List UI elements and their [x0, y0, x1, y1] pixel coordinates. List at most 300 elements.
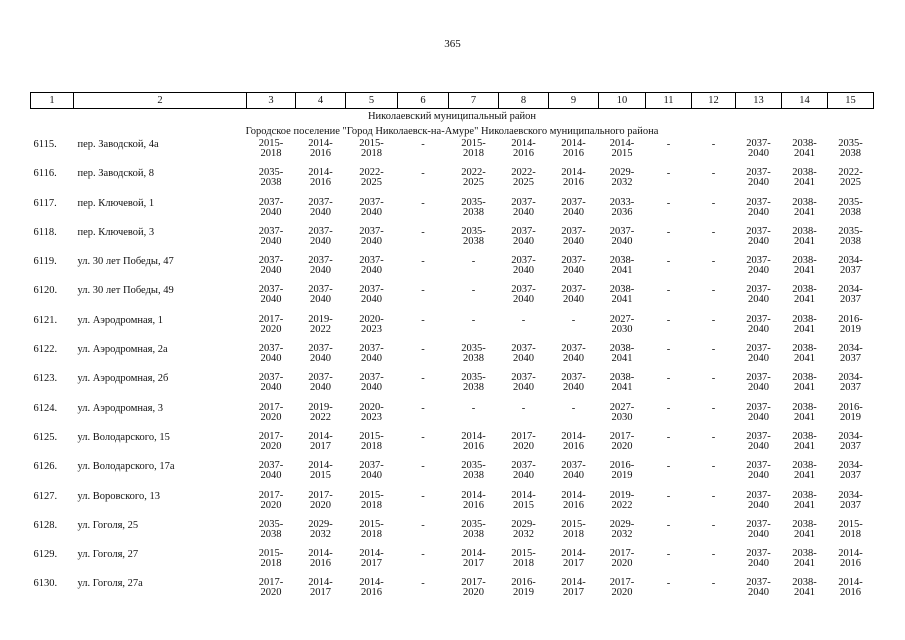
cell-value: 2038-2041 [792, 518, 817, 540]
cell-value: - [421, 256, 425, 268]
table-row [31, 520, 874, 549]
row-number: 6128. [33, 519, 58, 531]
cell-value: - [471, 314, 476, 326]
column-header: 9 [549, 93, 599, 109]
cell-value: 2038-2041 [792, 167, 817, 189]
row-address: ул. Гоголя, 25 [77, 519, 139, 531]
table-cell [247, 461, 296, 490]
table-cell [247, 198, 296, 227]
table-cell [296, 315, 346, 344]
table-cell [828, 227, 874, 256]
table-cell [346, 403, 398, 432]
cell-value: 2014-2016 [561, 167, 586, 189]
table-cell [398, 227, 449, 256]
row-number: 6126. [33, 461, 58, 473]
table-cell [346, 344, 398, 373]
cell-value: 2037-2040 [359, 460, 384, 482]
cell-value: 2027-2030 [609, 401, 635, 423]
cell-value: 2038-2041 [609, 255, 635, 277]
cell-value: - [711, 139, 716, 150]
cell-value: - [711, 285, 716, 297]
cell-value: 2037-2040 [561, 196, 586, 218]
table-cell [646, 344, 692, 373]
table-cell [736, 315, 782, 344]
column-header: 1 [31, 93, 74, 109]
table-cell [449, 315, 499, 344]
table-cell [599, 549, 646, 578]
table-cell [828, 520, 874, 549]
table-row [31, 344, 874, 373]
table-cell [828, 198, 874, 227]
row-address: ул. 30 лет Победы, 47 [77, 256, 174, 268]
table-cell [449, 403, 499, 432]
table-cell [549, 139, 599, 168]
cell-value: 2035-2038 [838, 138, 863, 159]
cell-value: 2037-2040 [359, 284, 384, 306]
table-row [31, 491, 874, 520]
table-cell [398, 578, 449, 607]
table-cell [398, 520, 449, 549]
table-cell [599, 198, 646, 227]
cell-value: 2014-2017 [461, 548, 486, 570]
table-cell [296, 139, 346, 168]
cell-value: 2016-2019 [511, 577, 536, 599]
table-cell [346, 491, 398, 520]
table-cell [549, 403, 599, 432]
cell-value: 2037-2040 [359, 255, 384, 277]
row-number: 6119. [33, 256, 57, 268]
cell-value: 2037-2040 [308, 343, 333, 365]
table-cell [646, 403, 692, 432]
cell-value: 2019-2022 [308, 313, 333, 335]
cell-value: - [666, 519, 671, 531]
column-header: 8 [499, 93, 549, 109]
table-cell [398, 139, 449, 168]
column-header: 5 [346, 93, 398, 109]
table-cell [398, 403, 449, 432]
table-cell [599, 432, 646, 461]
cell-value: 2022-2025 [461, 167, 486, 189]
cell-value: 2037-2040 [746, 138, 771, 159]
cell-value: 2034-2037 [838, 284, 863, 306]
row-address: пер. Заводской, 8 [77, 168, 154, 180]
cell-value: 2038-2041 [792, 196, 817, 218]
cell-value: - [711, 549, 716, 561]
cell-value: 2038-2041 [792, 343, 817, 365]
table-cell [646, 461, 692, 490]
cell-value: - [711, 373, 716, 385]
table-cell [782, 227, 828, 256]
cell-value: 2029-2032 [511, 518, 536, 540]
table-row [31, 315, 874, 344]
table-cell [736, 578, 782, 607]
cell-value: 2017-2020 [258, 489, 284, 511]
table-cell [646, 198, 692, 227]
table-cell [549, 432, 599, 461]
table-cell [346, 373, 398, 402]
table-cell [782, 168, 828, 197]
table-cell [346, 520, 398, 549]
cell-value: 2014-2016 [561, 489, 586, 511]
cell-value: 2014-2016 [308, 548, 333, 570]
table-cell [398, 491, 449, 520]
column-header: 3 [247, 93, 296, 109]
table-row [31, 285, 874, 314]
table-cell [296, 285, 346, 314]
cell-value: - [571, 402, 576, 414]
table-row [31, 578, 874, 607]
table-cell [296, 168, 346, 197]
cell-value: 2037-2040 [561, 255, 586, 277]
cell-value: 2027-2030 [609, 313, 635, 335]
table-cell [782, 549, 828, 578]
table-cell [828, 256, 874, 285]
cell-value: 2014-2016 [511, 138, 536, 159]
cell-value: 2038-2041 [609, 372, 635, 394]
table-cell [346, 285, 398, 314]
table-cell [646, 256, 692, 285]
table-cell [692, 432, 736, 461]
cell-value: 2015-2018 [258, 138, 284, 159]
cell-value: 2014-2016 [838, 548, 863, 570]
row-number: 6130. [33, 578, 58, 590]
cell-value: 2037-2040 [746, 548, 771, 570]
cell-value: 2037-2040 [561, 225, 586, 247]
cell-value: - [666, 402, 671, 414]
table-row [31, 549, 874, 578]
cell-value: - [421, 490, 425, 502]
cell-value: 2015-2018 [838, 518, 863, 540]
table-cell [499, 403, 549, 432]
cell-value: - [666, 578, 671, 590]
cell-value: 2037-2040 [308, 255, 333, 277]
cell-value: - [421, 226, 425, 238]
table-cell [247, 373, 296, 402]
cell-value: 2037-2040 [511, 255, 536, 277]
table-cell [828, 549, 874, 578]
table-cell [296, 549, 346, 578]
table-cell [599, 139, 646, 168]
table-cell [646, 549, 692, 578]
cell-value: 2037-2040 [561, 372, 586, 394]
table-cell [247, 520, 296, 549]
cell-value: - [471, 256, 476, 268]
cell-value: 2037-2040 [308, 225, 333, 247]
table-cell [247, 578, 296, 607]
row-address: ул. Аэродромная, 1 [77, 314, 163, 326]
table-cell [646, 227, 692, 256]
cell-value: 2029-2032 [609, 167, 635, 189]
cell-value: 2014-2017 [308, 430, 333, 452]
table-cell [449, 578, 499, 607]
cell-value: - [421, 461, 425, 473]
cell-value: - [471, 285, 476, 297]
cell-value: 2014-2016 [308, 138, 333, 159]
row-number: 6124. [33, 402, 58, 414]
table-cell [398, 344, 449, 373]
cell-value: 2014-2016 [561, 430, 586, 452]
cell-value: - [666, 344, 671, 356]
row-number: 6117. [33, 197, 57, 209]
column-header: 10 [599, 93, 646, 109]
region-title: Николаевский муниципальный район [367, 111, 537, 122]
cell-value: 2037-2040 [511, 460, 536, 482]
table-cell [646, 373, 692, 402]
cell-value: 2014-2017 [561, 577, 586, 599]
table-cell [736, 373, 782, 402]
table-cell [646, 578, 692, 607]
table-cell [828, 168, 874, 197]
table-cell [599, 520, 646, 549]
row-number: 6120. [33, 285, 58, 297]
table-cell [646, 520, 692, 549]
table-cell [247, 549, 296, 578]
table-cell [296, 491, 346, 520]
table-cell [346, 432, 398, 461]
table-cell [828, 315, 874, 344]
cell-value: 2037-2040 [511, 225, 536, 247]
cell-value: 2034-2037 [838, 489, 863, 511]
table-cell [599, 256, 646, 285]
cell-value: 2035-2038 [461, 196, 486, 218]
table-cell [247, 168, 296, 197]
table-cell [736, 168, 782, 197]
column-header: 4 [296, 93, 346, 109]
cell-value: 2038-2041 [792, 489, 817, 511]
cell-value: 2014-2015 [511, 489, 536, 511]
cell-value: - [421, 373, 425, 385]
table-cell [692, 549, 736, 578]
cell-value: - [421, 344, 425, 356]
table-cell [828, 461, 874, 490]
table-cell [782, 403, 828, 432]
table-cell [549, 520, 599, 549]
table-cell [247, 403, 296, 432]
table-cell [247, 432, 296, 461]
table-cell [499, 461, 549, 490]
table-cell [499, 198, 549, 227]
table-row [31, 139, 874, 168]
cell-value: 2017-2020 [258, 401, 284, 423]
table-cell [736, 139, 782, 168]
row-number: 6123. [33, 373, 58, 385]
cell-value: - [711, 519, 716, 531]
table-cell [346, 139, 398, 168]
cell-value: 2037-2040 [746, 284, 771, 306]
table-cell [782, 285, 828, 314]
column-header: 11 [646, 93, 692, 109]
table-cell [736, 491, 782, 520]
cell-value: 2037-2040 [746, 225, 771, 247]
cell-value: - [571, 314, 576, 326]
table-cell [692, 344, 736, 373]
table-cell [599, 168, 646, 197]
cell-value: 2035-2038 [461, 343, 486, 365]
cell-value: 2037-2040 [511, 284, 536, 306]
cell-value: 2034-2037 [838, 430, 863, 452]
table-cell [646, 285, 692, 314]
cell-value: - [666, 168, 671, 180]
table-cell [692, 227, 736, 256]
column-header: 15 [828, 93, 874, 109]
cell-value: 2038-2041 [792, 313, 817, 335]
schedule-table [30, 92, 874, 608]
cell-value: - [421, 139, 425, 150]
cell-value: 2017-2020 [461, 577, 486, 599]
row-number: 6121. [33, 314, 58, 326]
cell-value: - [711, 314, 716, 326]
settlement-title: Городское поселение "Город Николаевск-на-Амуре" Николаевского муниципального района [245, 126, 659, 137]
table-cell [782, 373, 828, 402]
table-cell [782, 139, 828, 168]
table-cell [599, 403, 646, 432]
cell-value: - [666, 226, 671, 238]
table-cell [296, 256, 346, 285]
row-number: 6129. [33, 549, 58, 561]
table-cell [599, 373, 646, 402]
cell-value: 2017-2020 [258, 313, 284, 335]
cell-value: 2017-2020 [609, 548, 635, 570]
cell-value: 2037-2040 [258, 460, 284, 482]
table-cell [398, 198, 449, 227]
cell-value: 2038-2041 [792, 138, 817, 159]
table-cell [549, 491, 599, 520]
table-cell [296, 227, 346, 256]
cell-value: - [421, 431, 425, 443]
cell-value: 2037-2040 [746, 372, 771, 394]
table-cell [398, 461, 449, 490]
table-cell [247, 344, 296, 373]
cell-value: 2037-2040 [359, 196, 384, 218]
cell-value: - [666, 461, 671, 473]
table-row [31, 403, 874, 432]
table-cell [247, 256, 296, 285]
region-title-row [31, 109, 874, 125]
row-address: ул. 30 лет Победы, 49 [77, 285, 174, 297]
cell-value: 2034-2037 [838, 460, 863, 482]
cell-value: 2014-2017 [359, 548, 384, 570]
cell-value: 2037-2040 [359, 225, 384, 247]
cell-value: 2038-2041 [792, 577, 817, 599]
table-cell [296, 432, 346, 461]
table-cell [449, 344, 499, 373]
cell-value: 2017-2020 [258, 430, 284, 452]
table-cell [449, 256, 499, 285]
cell-value: 2015-2018 [511, 548, 536, 570]
cell-value: - [711, 431, 716, 443]
table-cell [346, 227, 398, 256]
cell-value: 2037-2040 [258, 225, 284, 247]
table-cell [646, 432, 692, 461]
cell-value: 2017-2020 [258, 577, 284, 599]
table-cell [692, 403, 736, 432]
cell-value: - [666, 490, 671, 502]
table-cell [549, 344, 599, 373]
settlement-title-row [31, 124, 874, 139]
row-address: пер. Заводской, 4а [77, 139, 159, 150]
table-cell [346, 198, 398, 227]
table-cell [599, 491, 646, 520]
cell-value: 2038-2041 [792, 460, 817, 482]
cell-value: - [421, 314, 425, 326]
table-cell [692, 520, 736, 549]
table-cell [398, 549, 449, 578]
column-header: 12 [692, 93, 736, 109]
table-cell [599, 461, 646, 490]
table-cell [346, 256, 398, 285]
cell-value: - [666, 314, 671, 326]
cell-value: 2019-2022 [609, 489, 635, 511]
cell-value: - [711, 256, 716, 268]
cell-value: 2017-2020 [308, 489, 333, 511]
cell-value: - [421, 519, 425, 531]
table-cell [692, 256, 736, 285]
table-cell [549, 285, 599, 314]
cell-value: 2037-2040 [746, 430, 771, 452]
table-cell [692, 315, 736, 344]
table-cell [296, 578, 346, 607]
table-cell [449, 139, 499, 168]
cell-value: - [711, 168, 716, 180]
cell-value: 2038-2041 [792, 548, 817, 570]
cell-value: 2037-2040 [746, 460, 771, 482]
table-cell [549, 315, 599, 344]
table-cell [398, 432, 449, 461]
cell-value: - [711, 226, 716, 238]
cell-value: - [666, 139, 671, 150]
column-header: 7 [449, 93, 499, 109]
table-cell [499, 578, 549, 607]
cell-value: 2022-2025 [838, 167, 863, 189]
cell-value: 2014-2015 [308, 460, 333, 482]
table-cell [499, 315, 549, 344]
table-cell [296, 373, 346, 402]
cell-value: 2034-2037 [838, 343, 863, 365]
table-cell [499, 520, 549, 549]
cell-value: 2037-2040 [511, 196, 536, 218]
cell-value: 2035-2038 [258, 518, 284, 540]
table-cell [828, 491, 874, 520]
table-cell [549, 373, 599, 402]
table-cell [499, 227, 549, 256]
table-cell [736, 256, 782, 285]
table-cell [646, 491, 692, 520]
cell-value: 2037-2040 [258, 196, 284, 218]
table-row [31, 461, 874, 490]
cell-value: 2017-2020 [609, 430, 635, 452]
cell-value: - [711, 490, 716, 502]
table-cell [346, 461, 398, 490]
cell-value: 2037-2040 [511, 372, 536, 394]
cell-value: 2038-2041 [792, 430, 817, 452]
cell-value: - [666, 373, 671, 385]
table-cell [296, 403, 346, 432]
table-cell [692, 198, 736, 227]
table-cell [449, 227, 499, 256]
cell-value: 2037-2040 [258, 255, 284, 277]
cell-value: - [521, 402, 526, 414]
table-cell [296, 344, 346, 373]
cell-value: - [666, 256, 671, 268]
cell-value: 2020-2023 [359, 401, 384, 423]
table-cell [599, 344, 646, 373]
row-number: 6115. [33, 139, 57, 150]
row-number: 6122. [33, 344, 58, 356]
cell-value: 2014-2017 [308, 577, 333, 599]
table-cell [449, 198, 499, 227]
table-cell [736, 403, 782, 432]
cell-value: - [666, 549, 671, 561]
